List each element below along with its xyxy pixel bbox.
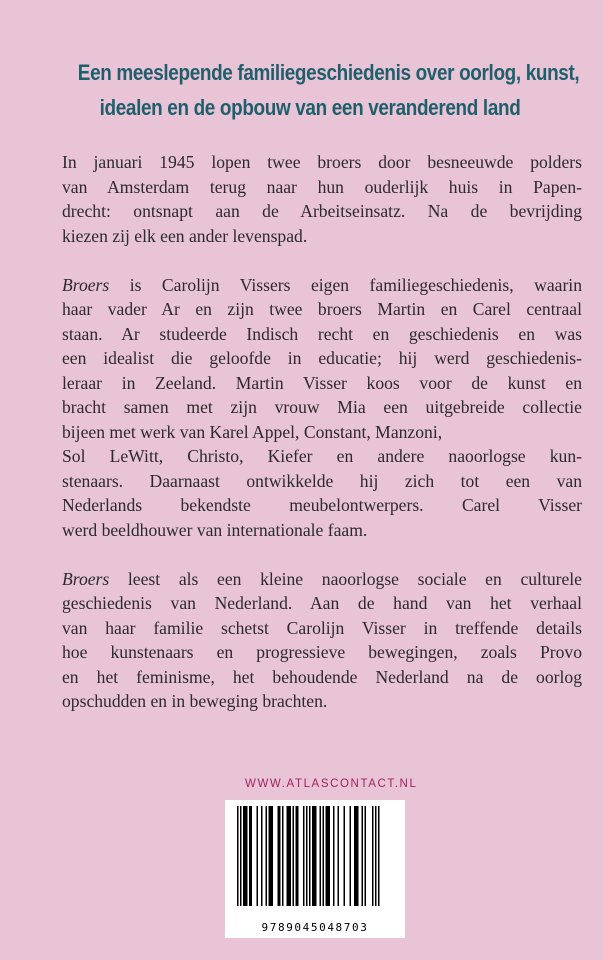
paragraph-history [62, 567, 582, 714]
book-title-italic: Broers [62, 568, 110, 589]
barcode-bar [246, 806, 248, 906]
barcode [225, 800, 405, 938]
text-line: geschiedenis van Nederland. Aan de hand van het verhaal [62, 593, 582, 613]
barcode-bar [278, 806, 280, 906]
barcode-bar [333, 806, 335, 906]
barcode-bar [290, 806, 292, 906]
isbn-number: 9789045048703 [261, 921, 369, 934]
text-line: hoe kunstenaars en progressieve bewegingen, zoals Provo [62, 642, 582, 662]
barcode-bar [350, 806, 352, 906]
text-line: haar vader Ar en zijn twee broers Martin en Carel centraal [62, 299, 582, 319]
book-title-italic: Broers [62, 274, 110, 295]
barcode-bars [237, 806, 393, 914]
barcode-bar [288, 806, 290, 906]
barcode-bar [282, 806, 284, 906]
barcode-bar [245, 806, 247, 906]
barcode-bar [314, 806, 316, 906]
text-line: en het feminisme, het behoudende Nederland na de oorlog [62, 666, 582, 687]
barcode-bar [272, 806, 274, 906]
text-line: bijeen met werk van Karel Appel, Constant, Manzoni, [62, 421, 443, 442]
barcode-bar [240, 806, 242, 906]
barcode-bar [251, 806, 253, 906]
text-line: werd beeldhouwer van internationale faam. [62, 519, 368, 540]
barcode-bar [306, 806, 308, 906]
text-line: bracht samen met zijn vrouw Mia een uitgebreide collectie [62, 397, 582, 417]
text-line: van Amsterdam terug naar hun ouderlijk huis in Papen- [62, 176, 582, 197]
barcode-bar [287, 806, 289, 906]
text-line: drecht: ontsnapt aan de Arbeitseinsatz. Na de bevrijding [62, 201, 582, 221]
text-fragment: is Carolijn Vissers eigen familiegeschiedenis, waarin [109, 274, 582, 295]
barcode-bar [357, 806, 359, 906]
barcode-bar [312, 806, 314, 906]
barcode-bar [269, 806, 271, 906]
barcode-bar [293, 806, 295, 906]
barcode-bar [279, 806, 281, 906]
barcode-bar [378, 806, 380, 906]
text-line: van haar familie schetst Carolijn Visser in treffende details [62, 617, 582, 638]
barcode-bar [303, 806, 305, 906]
barcode-bar [362, 806, 364, 906]
barcode-bar [323, 806, 325, 906]
text-line: kiezen zij elk een ander levenspad. [62, 225, 308, 246]
barcode-bar [365, 806, 367, 906]
blurb-text [62, 150, 582, 738]
text-line [62, 567, 582, 592]
barcode-bar [237, 806, 239, 906]
barcode-bar [344, 806, 346, 906]
text-line: stenaars. Daarnaast ontwikkelde hij zich tot een van [62, 470, 582, 491]
text-fragment: leest als een kleine naoorlogse sociale en culturele [109, 568, 582, 589]
text-line: Nederlands bekendste meubelontwerpers. Carel Visser [62, 495, 582, 515]
text-line: staan. Ar studeerde Indisch recht en geschiedenis en was [62, 323, 582, 344]
text-line: een idealist die geloofde in educatie; hij werd geschiedenis- [62, 348, 582, 368]
barcode-bar [249, 806, 251, 906]
text-line [62, 273, 582, 298]
barcode-bar [375, 806, 377, 906]
barcode-bar [329, 806, 331, 906]
tagline-line: idealen en de opbouw van een veranderend land [99, 95, 521, 120]
barcode-bar [261, 806, 263, 906]
barcode-bar [320, 806, 322, 906]
barcode-bar [270, 806, 272, 906]
barcode-bar [356, 806, 358, 906]
barcode-bar [297, 806, 299, 906]
publisher-url[interactable]: WWW.ATLASCONTACT.NL [245, 778, 418, 790]
barcode-bar [315, 806, 317, 906]
barcode-bar [296, 806, 298, 906]
tagline-heading [77, 55, 580, 125]
barcode-bar [372, 806, 374, 906]
text-line: In januari 1945 lopen twee broers door besneeuwde polders [62, 152, 582, 172]
barcode-bar [309, 806, 311, 906]
text-line: opschudden en in beweging brachten. [62, 691, 328, 711]
paragraph-intro [62, 150, 582, 248]
text-line: leraar in Zeeland. Martin Visser koos voor de kunst en [62, 372, 582, 393]
barcode-bar [327, 806, 329, 906]
barcode-bar [266, 806, 268, 906]
barcode-bar [243, 806, 245, 906]
tagline-line: Een meeslepende familiegeschiedenis over oorlog, kunst, [77, 60, 580, 85]
text-line: Sol LeWitt, Christo, Kiefer en andere naoorlogse kun- [62, 446, 582, 466]
barcode-bar [354, 806, 356, 906]
barcode-bar [257, 806, 259, 906]
paragraph-family [62, 273, 582, 543]
barcode-bar [326, 806, 328, 906]
barcode-bar [338, 806, 340, 906]
